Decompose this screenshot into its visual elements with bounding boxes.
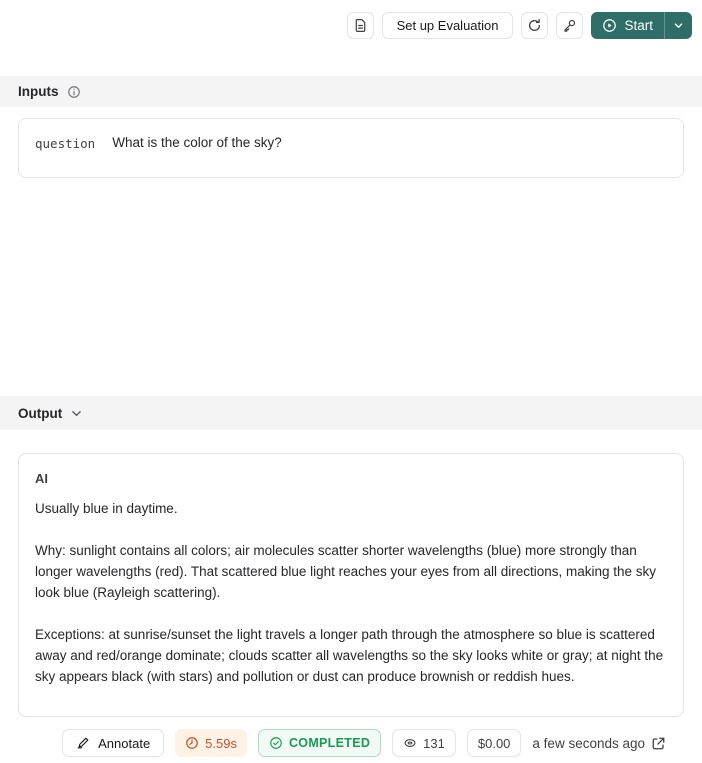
- output-header-label: Output: [18, 405, 63, 421]
- run-timestamp: [532, 736, 666, 751]
- status-badge: [258, 729, 381, 757]
- output-paragraph: Exceptions: at sunrise/sunset the light travels a longer path through the atmosphere so blue is scattered away and red/orange dominate; clouds scatter all wavelengths so the sky looks white or gray; at night the sky appears black (with stars) and pollution or dust can produce brownish or reddish hues.: [35, 627, 664, 684]
- output-paragraph: Why: sunlight contains all colors; air molecules scatter shorter wavelengths (blue) more strongly than longer wavelengths (red). That scattered blue light reaches your eyes from all directions, making the sky look blue (Rayleigh scattering).: [35, 543, 657, 600]
- message-role-label: AI: [35, 471, 48, 486]
- setup-evaluation-button[interactable]: Set up Evaluation: [382, 12, 514, 39]
- output-message-card: [18, 453, 684, 717]
- input-field-card[interactable]: [18, 118, 684, 178]
- inputs-header-label: Inputs: [18, 84, 59, 99]
- token-count-badge: [392, 729, 456, 757]
- output-paragraph: Usually blue in daytime.: [35, 501, 178, 516]
- latency-badge: [175, 729, 247, 757]
- token-coin-icon: [403, 736, 417, 750]
- check-circle-icon: [269, 736, 283, 750]
- api-key-icon: [562, 18, 577, 33]
- inputs-section-body: [0, 107, 702, 396]
- input-field-value: What is the color of the sky?: [112, 135, 282, 150]
- refresh-icon: [527, 18, 542, 33]
- timestamp-text: a few seconds ago: [532, 735, 645, 751]
- api-key-button[interactable]: [556, 12, 583, 39]
- output-section-header[interactable]: [0, 396, 702, 430]
- start-button[interactable]: [591, 12, 692, 39]
- chevron-down-icon: [673, 20, 684, 31]
- chevron-down-icon: [70, 407, 83, 420]
- annotate-button-label: Annotate: [98, 735, 151, 751]
- clock-icon: [185, 736, 199, 750]
- status-value: COMPLETED: [288, 736, 371, 750]
- info-icon[interactable]: [67, 85, 81, 99]
- refresh-button[interactable]: [521, 12, 548, 39]
- input-field-key: question: [35, 136, 96, 151]
- annotate-button[interactable]: [62, 729, 164, 757]
- token-count-value: 131: [423, 735, 445, 751]
- play-circle-icon: [602, 18, 617, 33]
- run-meta-row: [18, 729, 684, 757]
- cost-badge: [467, 729, 522, 757]
- external-link-icon[interactable]: [651, 736, 666, 751]
- output-section-body: [0, 430, 702, 757]
- top-toolbar: [0, 0, 702, 76]
- pencil-icon: [76, 736, 90, 750]
- prompt-document-button[interactable]: [347, 12, 374, 39]
- start-dropdown-toggle[interactable]: [665, 12, 692, 39]
- cost-value: $0.00: [477, 735, 511, 751]
- latency-value: 5.59s: [205, 735, 237, 751]
- prompt-document-icon: [353, 18, 368, 33]
- start-button-label: Start: [624, 18, 653, 33]
- inputs-section-header: [0, 76, 702, 107]
